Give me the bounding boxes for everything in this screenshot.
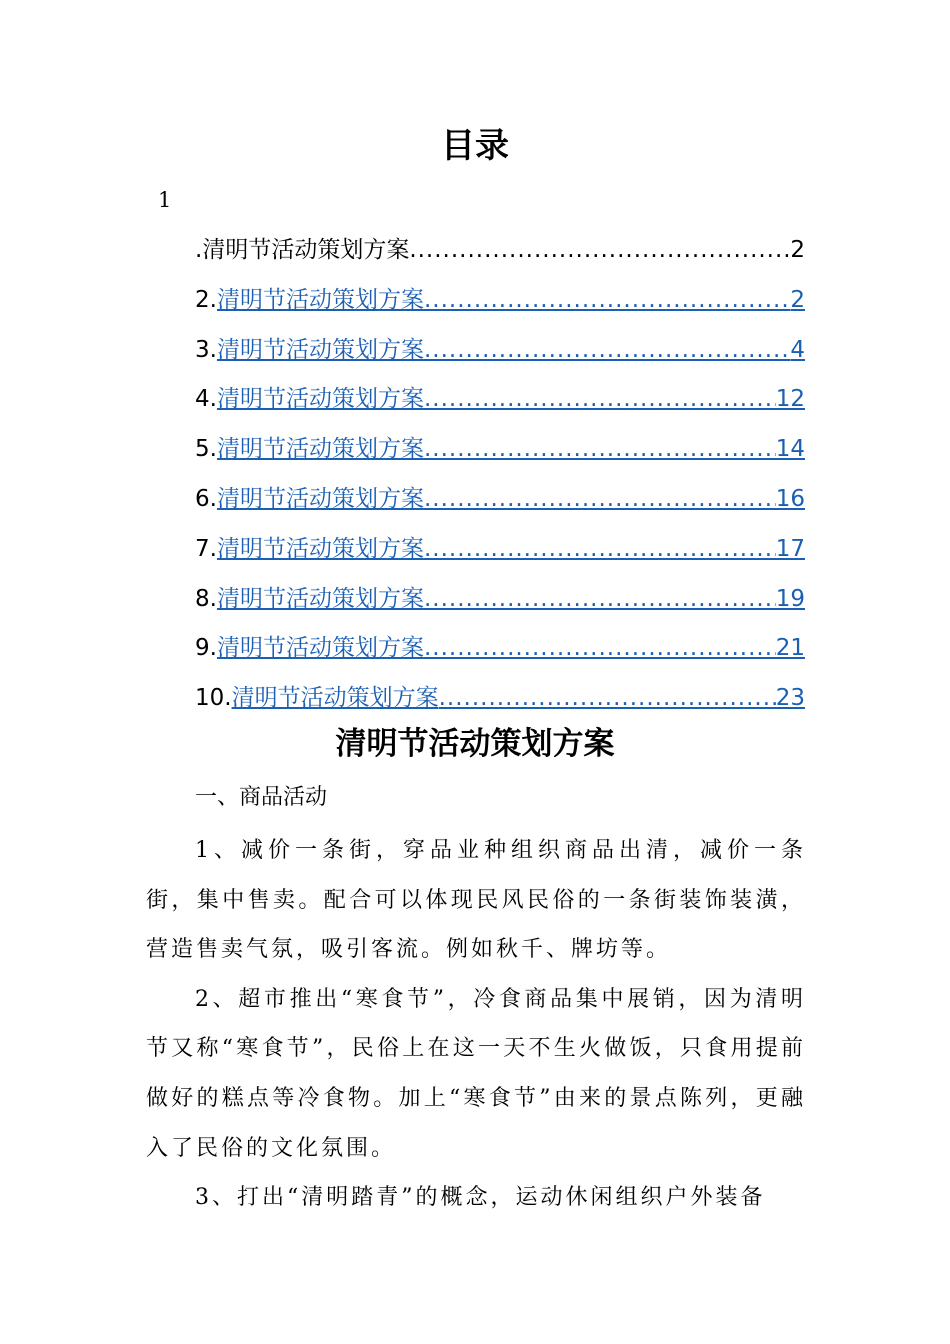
toc-entry-page: 12 — [775, 386, 805, 413]
toc-entry-link[interactable] — [217, 330, 805, 370]
toc-entry-page: 4 — [790, 336, 805, 363]
toc-entry-number: 10. — [195, 685, 232, 712]
toc-entry-3 — [195, 330, 805, 380]
paragraph-2: 2、超市推出“寒食节”，冷食商品集中展销，因为清明节又称“寒食节”，民俗上在这一天不生火做饭，只食用提前做好的糕点等冷食物。加上“寒食节”由来的景点陈列，更融入了民俗的文化氛围。 — [146, 986, 806, 1161]
toc-entry-link[interactable] — [217, 429, 805, 469]
section-heading: 一、商品活动 — [195, 785, 328, 810]
toc-leader-dots — [424, 379, 776, 419]
toc-entry-label: 清明节活动策划方案 — [216, 535, 424, 562]
toc-title: 目录 — [441, 126, 509, 166]
toc-leader-dots — [439, 678, 776, 718]
toc-entry-label: 清明节活动策划方案 — [231, 685, 439, 712]
toc-entry-label: 清明节活动策划方案 — [216, 635, 424, 662]
toc-entry-label: 清明节活动策划方案 — [216, 485, 424, 512]
toc-entry-label: 清明节活动策划方案 — [216, 585, 424, 612]
toc-entry-page: 2 — [790, 237, 805, 263]
toc-entry-number: 4. — [195, 386, 217, 413]
toc-leader-dots — [424, 628, 776, 668]
toc-entry-number: 2. — [195, 286, 217, 313]
toc-entry-6 — [195, 479, 805, 529]
toc-entry-page: 23 — [775, 685, 805, 712]
toc-entry-label: 清明节活动策划方案 — [216, 336, 424, 363]
toc-entry-label: 清明节活动策划方案 — [216, 286, 424, 313]
toc-entry-link[interactable] — [217, 379, 805, 419]
toc-entry-label: 清明节活动策划方案 — [202, 237, 410, 263]
toc-entry-page: 21 — [775, 635, 805, 662]
toc-list — [195, 230, 805, 728]
toc-orphan-number: 1 — [158, 188, 172, 212]
toc-leader-dots — [424, 529, 776, 569]
toc-entry-9 — [195, 628, 805, 678]
toc-entry-link[interactable] — [217, 628, 805, 668]
toc-entry-number: 8. — [195, 585, 217, 612]
toc-leader-dots — [424, 429, 776, 469]
toc-entry-number: 5. — [195, 436, 217, 463]
paragraph-3: 3、打出“清明踏青”的概念，运动休闲组织户外装备 — [195, 1185, 766, 1211]
toc-entry-text — [202, 230, 805, 270]
toc-entry-7 — [195, 529, 805, 579]
toc-leader-dots — [424, 330, 790, 370]
toc-entry-label: 清明节活动策划方案 — [216, 436, 424, 463]
toc-leader-dots — [424, 479, 776, 519]
toc-entry-number: 6. — [195, 485, 217, 512]
toc-entry-5 — [195, 429, 805, 479]
toc-entry-link[interactable] — [217, 529, 805, 569]
toc-entry-page: 14 — [775, 436, 805, 463]
toc-entry-2 — [195, 280, 805, 330]
body-text — [146, 826, 806, 1223]
toc-entry-link[interactable] — [217, 479, 805, 519]
toc-entry-link[interactable] — [217, 280, 805, 320]
toc-entry-1 — [195, 230, 805, 280]
toc-leader-dots — [424, 579, 776, 619]
toc-entry-link[interactable] — [217, 579, 805, 619]
toc-leader-dots — [424, 280, 790, 320]
toc-entry-page: 17 — [775, 535, 805, 562]
toc-entry-number: 9. — [195, 635, 217, 662]
toc-entry-number: 3. — [195, 336, 217, 363]
toc-entry-4 — [195, 379, 805, 429]
toc-entry-link[interactable] — [232, 678, 805, 718]
toc-entry-page: 19 — [775, 585, 805, 612]
paragraph-1: 1、减价一条街，穿品业种组织商品出清，减价一条街，集中售卖。配合可以体现民风民俗的一条街装饰装潢，营造售卖气氛，吸引客流。例如秋千、牌坊等。 — [146, 838, 806, 963]
toc-entry-page: 2 — [790, 286, 805, 313]
toc-entry-8 — [195, 579, 805, 629]
document-title: 清明节活动策划方案 — [335, 726, 615, 762]
toc-entry-number: 7. — [195, 535, 217, 562]
toc-entry-page: 16 — [775, 485, 805, 512]
toc-entry-label: 清明节活动策划方案 — [216, 386, 424, 413]
toc-entry-number: . — [195, 237, 203, 263]
toc-leader-dots — [409, 230, 790, 270]
